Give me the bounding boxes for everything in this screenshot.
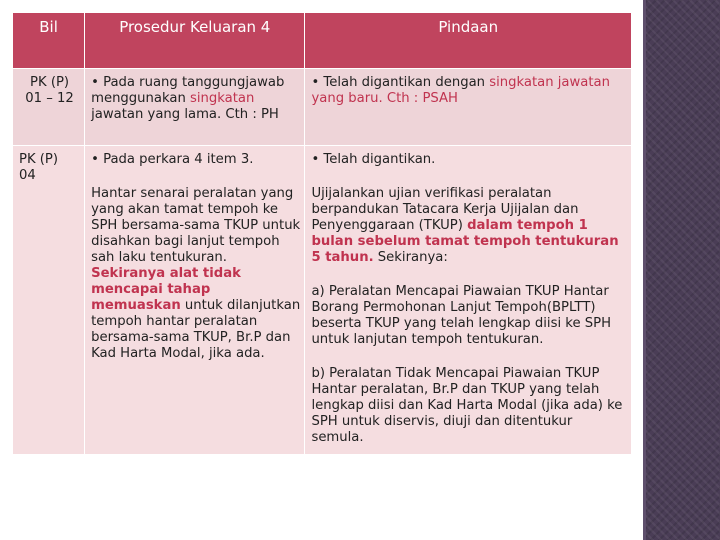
- pindaan-text: [311, 75, 627, 107]
- amendment-table: [12, 12, 632, 455]
- pindaan-paragraph-text: Ujijalankan ujian verifikasi peralatan berpandukan Tatacara Kerja Ujijalan dan Penyenggaraan (TKUP): [311, 186, 579, 233]
- bil-line: 04: [19, 168, 36, 183]
- pindaan-paragraph-emphasis: dalam tempoh 1 bulan sebelum tamat tempoh tentukuran 5 tahun.: [311, 218, 619, 265]
- prosedur-paragraph-text: Hantar senarai peralatan yang yang akan tamat tempoh ke SPH bersama-sama TKUP untuk disahkan bagi lanjut tempoh sah laku tentukuran.: [91, 186, 301, 265]
- prosedur-text-prefix: • Pada ruang tanggungjawab menggunakan: [91, 75, 285, 106]
- prosedur-paragraph-emphasis: Sekiranya alat tidak mencapai tahap memuaskan: [91, 266, 241, 313]
- prosedur-paragraph-end: untuk dilanjutkan tempoh hantar peralatan bersama-sama TKUP, Br.P dan Kad Harta Modal, jika ada.: [91, 298, 301, 361]
- pindaan-cell: [305, 146, 632, 455]
- pindaan-cell: [305, 69, 632, 146]
- prosedur-text-suffix: jawatan yang lama. Cth : PH: [91, 107, 279, 122]
- pindaan-paragraph: [311, 186, 627, 266]
- header-pindaan: Pindaan: [305, 13, 632, 69]
- table-row: [13, 146, 632, 455]
- header-bil: Bil: [13, 13, 85, 69]
- prosedur-text-highlight: singkatan: [190, 91, 255, 106]
- header-prosedur: Prosedur Keluaran 4: [85, 13, 305, 69]
- table-row: [13, 69, 632, 146]
- pindaan-text-highlight: singkatan jawatan yang baru. Cth : PSAH: [311, 75, 610, 106]
- bil-line: PK (P): [19, 152, 59, 167]
- pindaan-paragraph-end: Sekiranya:: [373, 250, 448, 265]
- prosedur-cell: [85, 146, 305, 455]
- prosedur-text: [91, 75, 300, 123]
- decorative-side-strip: [643, 0, 720, 540]
- bil-line: 01 – 12: [25, 91, 74, 106]
- bil-cell: [13, 146, 85, 455]
- pindaan-option-b: b) Peralatan Tidak Mencapai Piawaian TKUP Hantar peralatan, Br.P dan TKUP yang telah lengkap diisi dan Kad Harta Modal (jika ada) ke SPH untuk diservis, diuji dan ditentukur semula.: [311, 366, 623, 445]
- bil-cell: [13, 69, 85, 146]
- pindaan-option-a: a) Peralatan Mencapai Piawaian TKUP Hantar Borang Permohonan Lanjut Tempoh(BPLTT) beserta TKUP yang telah lengkap diisi ke SPH untuk lanjutan tempoh tentukuran.: [311, 284, 612, 347]
- prosedur-cell: [85, 69, 305, 146]
- bil-line: PK (P): [30, 75, 70, 90]
- pindaan-item: • Telah digantikan.: [311, 152, 436, 167]
- prosedur-paragraph: [91, 186, 300, 362]
- prosedur-item: • Pada perkara 4 item 3.: [91, 152, 254, 167]
- pindaan-text-prefix: • Telah digantikan dengan: [311, 75, 490, 90]
- table-header-row: [13, 13, 632, 69]
